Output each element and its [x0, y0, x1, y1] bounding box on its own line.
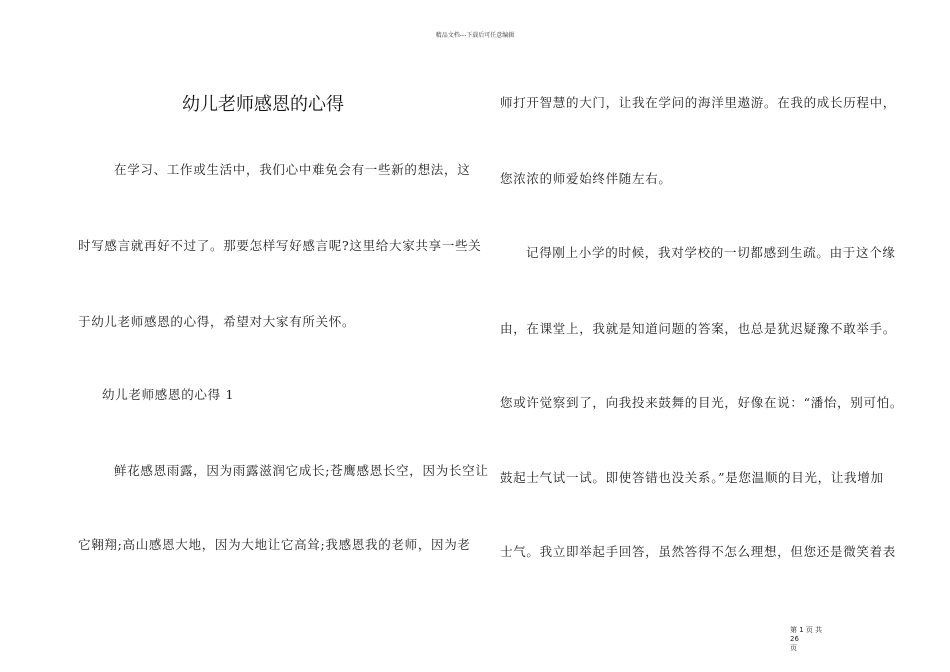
right-paragraph-line-1: 师打开智慧的大门，让我在学问的海洋里遨游。在我的成长历程中， [500, 95, 897, 110]
right-paragraph-line-7: 士气。我立即举起手回答，虽然答得不怎么理想，但您还是微笑着表 [500, 544, 897, 559]
right-paragraph-line-4: 由，在课堂上，我就是知道问题的答案，也总是犹迟疑豫不敢举手。 [500, 321, 897, 336]
page-number [790, 626, 830, 653]
right-paragraph-line-2: 您浓浓的师爱始终伴随左右。 [500, 171, 672, 186]
document-title: 幼儿老师感恩的心得 [182, 94, 344, 115]
page-number-line-1: 第 1 页 共 26 [790, 626, 823, 643]
left-paragraph-line-2: 时写感言就再好不过了。那要怎样写好感言呢?这里给大家共享一些关 [78, 238, 482, 253]
left-paragraph-line-5: 鲜花感恩雨露，因为雨露滋润它成长;苍鹰感恩长空，因为长空让 [114, 463, 489, 478]
page-number-line-2: 页 [790, 644, 797, 652]
header-note: 精品文档---下载后可任意编辑 [435, 32, 515, 39]
right-paragraph-line-3: 记得刚上小学的时候，我对学校的一切都感到生疏。由于这个缘 [526, 245, 896, 260]
section-heading: 幼儿老师感恩的心得 1 [102, 387, 235, 402]
left-paragraph-line-3: 于幼儿老师感恩的心得，希望对大家有所关怀。 [78, 314, 356, 329]
left-paragraph-line-1: 在学习、工作或生活中，我们心中难免会有一些新的想法，这 [114, 162, 471, 177]
right-paragraph-line-6: 鼓起士气试一试。即使答错也没关系。”是您温顺的目光，让我增加 [500, 470, 884, 485]
right-paragraph-line-5: 您或许觉察到了，向我投来鼓舞的目光，好像在说：“潘怡，别可怕。 [500, 395, 904, 410]
left-paragraph-line-6: 它翱翔;高山感恩大地，因为大地让它高耸;我感恩我的老师，因为老 [78, 537, 471, 552]
